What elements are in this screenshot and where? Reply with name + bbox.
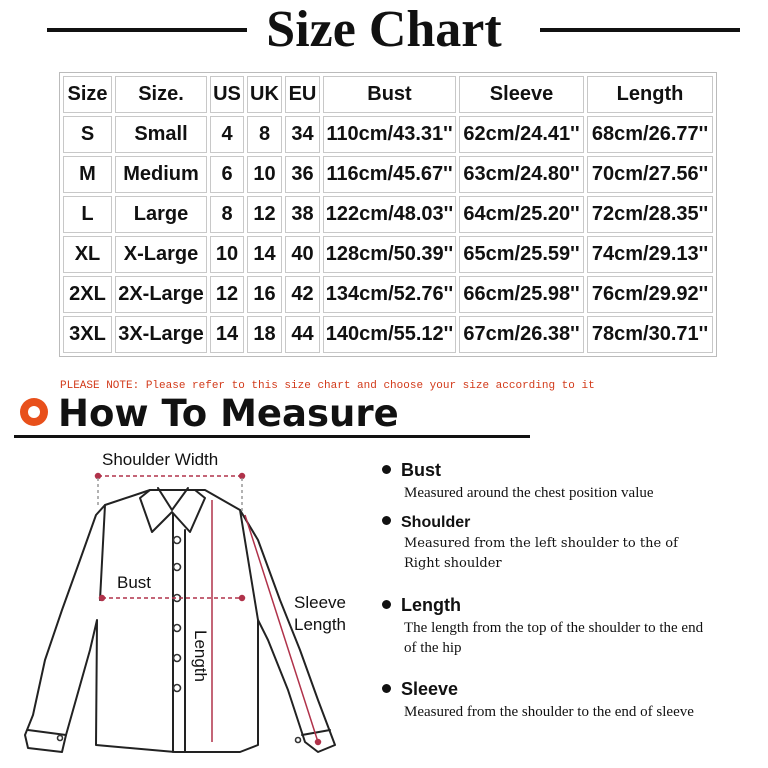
column-header: Sleeve: [459, 76, 584, 113]
column-header: Bust: [323, 76, 456, 113]
measure-item-desc: The length from the top of the shoulder to the end of the hip: [404, 620, 704, 656]
table-cell: 122cm/48.03'': [323, 196, 456, 233]
table-cell: Medium: [115, 156, 207, 193]
measure-item-desc: Measured from the shoulder to the end of sleeve: [404, 704, 694, 720]
table-cell: 64cm/25.20'': [459, 196, 584, 233]
table-cell: 67cm/26.38'': [459, 316, 584, 353]
table-cell: X-Large: [115, 236, 207, 273]
table-row: [63, 196, 713, 233]
table-cell: 14: [247, 236, 282, 273]
table-row: [63, 116, 713, 153]
measure-item-length: [382, 595, 704, 658]
table-row: [63, 156, 713, 193]
shirt-button: [58, 736, 63, 741]
table-cell: 38: [285, 196, 320, 233]
shirt-button: [174, 655, 181, 662]
bullet-icon: [382, 600, 391, 609]
shoulder-width-label: Shoulder Width: [102, 450, 219, 469]
table-cell: 74cm/29.13'': [587, 236, 713, 273]
table-cell: 3X-Large: [115, 316, 207, 353]
table-cell: 128cm/50.39'': [323, 236, 456, 273]
table-cell: 18: [247, 316, 282, 353]
measure-item-title: Bust: [401, 460, 441, 480]
table-cell: 116cm/45.67'': [323, 156, 456, 193]
measure-item-title: Length: [401, 595, 461, 615]
table-cell: 66cm/25.98'': [459, 276, 584, 313]
bullet-icon: [382, 465, 391, 474]
column-header: US: [210, 76, 244, 113]
table-cell: Large: [115, 196, 207, 233]
table-cell: 8: [247, 116, 282, 153]
shirt-button: [174, 564, 181, 571]
table-cell: 10: [247, 156, 282, 193]
measure-item-desc: Measured around the chest position value: [404, 485, 654, 501]
table-cell: 34: [285, 116, 320, 153]
table-cell: 2XL: [63, 276, 112, 313]
sleeve-label-line1: Sleeve: [294, 593, 346, 612]
table-row: [63, 236, 713, 273]
table-cell: 44: [285, 316, 320, 353]
table-cell: 78cm/30.71'': [587, 316, 713, 353]
table-cell: 65cm/25.59'': [459, 236, 584, 273]
circle-bullet-icon: [20, 398, 48, 426]
table-row: [63, 276, 713, 313]
column-header: EU: [285, 76, 320, 113]
table-row: [63, 316, 713, 353]
column-header: Size.: [115, 76, 207, 113]
bullet-icon: [382, 684, 391, 693]
column-header: UK: [247, 76, 282, 113]
bust-label: Bust: [117, 573, 152, 592]
how-to-measure-title: How To Measure: [58, 392, 399, 435]
column-header: Size: [63, 76, 112, 113]
table-cell: 72cm/28.35'': [587, 196, 713, 233]
table-header-row: [63, 76, 713, 113]
table-cell: 134cm/52.76'': [323, 276, 456, 313]
table-cell: 10: [210, 236, 244, 273]
page-title: Size Chart: [266, 1, 502, 58]
table-cell: 140cm/55.12'': [323, 316, 456, 353]
sleeve-length-label: [294, 592, 346, 636]
table-cell: 14: [210, 316, 244, 353]
column-header: Length: [587, 76, 713, 113]
sleeve-label-line2: Length: [294, 615, 346, 634]
shirt-outline: [25, 490, 335, 752]
size-chart-table: [59, 72, 717, 357]
table-cell: 12: [210, 276, 244, 313]
table-cell: 40: [285, 236, 320, 273]
table-cell: 12: [247, 196, 282, 233]
length-label: Length: [191, 630, 210, 682]
table-cell: 42: [285, 276, 320, 313]
table-cell: XL: [63, 236, 112, 273]
size-note: PLEASE NOTE: Please refer to this size chart and choose your size according to it: [60, 380, 595, 392]
table-cell: 63cm/24.80'': [459, 156, 584, 193]
shirt-button: [296, 738, 301, 743]
measure-item-desc: Measured from the left shoulder to the of Right shoulder: [404, 536, 678, 571]
shirt-button: [174, 685, 181, 692]
table-cell: 8: [210, 196, 244, 233]
table-cell: 62cm/24.41'': [459, 116, 584, 153]
section-rule: [14, 435, 530, 438]
table-cell: 76cm/29.92'': [587, 276, 713, 313]
table-cell: 68cm/26.77'': [587, 116, 713, 153]
table-cell: 3XL: [63, 316, 112, 353]
table-cell: 6: [210, 156, 244, 193]
table-cell: 70cm/27.56'': [587, 156, 713, 193]
shirt-button: [174, 625, 181, 632]
measure-item-bust: [382, 460, 654, 503]
table-cell: 36: [285, 156, 320, 193]
table-cell: 4: [210, 116, 244, 153]
title-rule-right: [540, 28, 740, 32]
table-cell: 110cm/43.31'': [323, 116, 456, 153]
table-cell: L: [63, 196, 112, 233]
table-cell: Small: [115, 116, 207, 153]
measure-item-title: Shoulder: [401, 514, 471, 531]
measure-item-title: Sleeve: [401, 679, 459, 699]
measure-item-sleeve: [382, 679, 704, 722]
measure-item-shoulder: [382, 514, 694, 574]
bullet-icon: [382, 516, 391, 525]
table-cell: S: [63, 116, 112, 153]
table-cell: M: [63, 156, 112, 193]
shirt-button: [174, 537, 181, 544]
table-cell: 16: [247, 276, 282, 313]
table-cell: 2X-Large: [115, 276, 207, 313]
title-section: [0, 0, 768, 62]
